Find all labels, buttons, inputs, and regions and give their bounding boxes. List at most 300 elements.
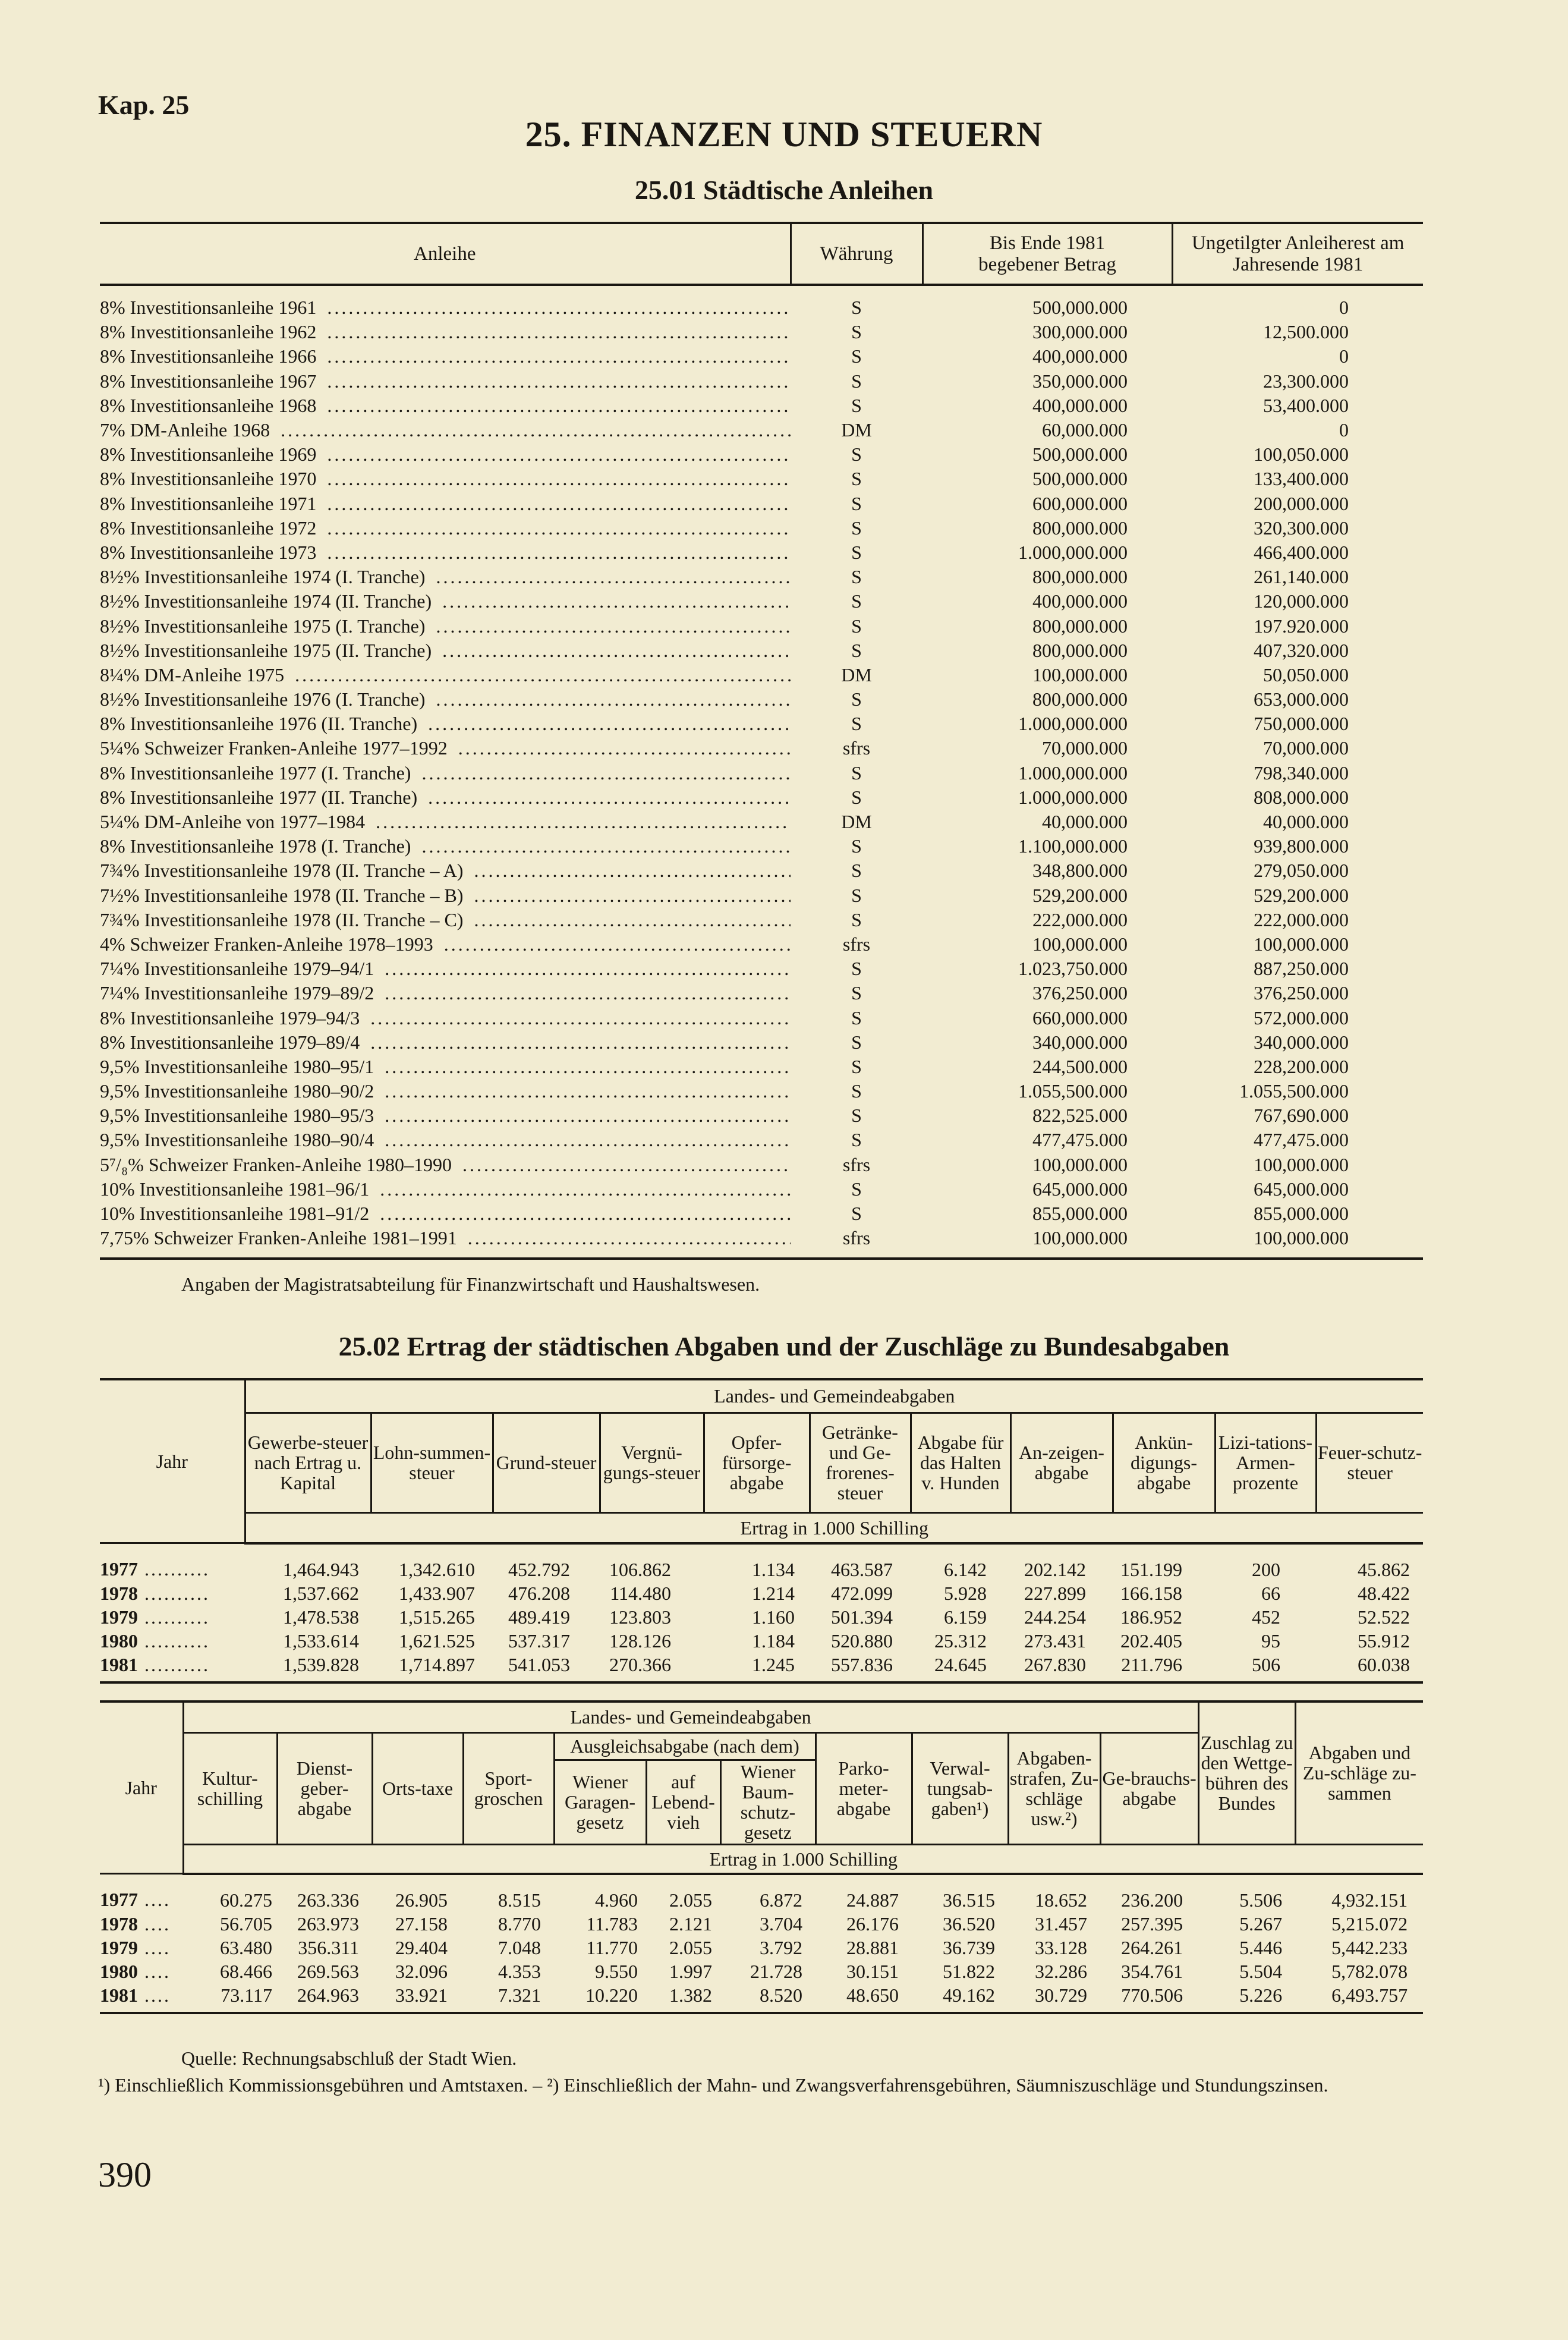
bond-remaining: 0 [1339,345,1349,367]
bond-amount: 500,000.000 [1032,444,1128,466]
bond-amount: 376,250.000 [1032,982,1128,1004]
t2-year-cell [100,1605,245,1629]
leader-dots: .... [138,1913,171,1935]
t2-col-header: Lohn-summen-steuer [371,1413,493,1512]
bond-amount: 1.023,750.000 [1018,958,1128,980]
bond-name-cell [100,834,791,858]
bond-name: 8½% Investitionsanleihe 1974 (I. Tranche) [100,566,429,587]
bond-name: 8% Investitionsanleihe 1968 [100,395,320,416]
t2-value: 489.419 [508,1606,570,1628]
bonds-table [100,222,1423,1260]
t3-value: 49.162 [943,1984,995,2006]
leader-dots: .... [138,1960,171,1982]
bond-currency: S [851,541,862,563]
leader-dots: .... [138,1889,171,1911]
bond-row [100,1030,1423,1055]
bond-amount: 100,000.000 [1032,933,1128,955]
bond-row [100,1202,1423,1226]
t2-value: 1.184 [752,1630,795,1652]
bond-amount: 1.000,000.000 [1018,541,1128,563]
bond-name-leader [100,712,791,736]
t3-value: 5.226 [1239,1984,1283,2006]
bond-row [100,687,1423,712]
t2-col-header: Abgabe für das Halten v. Hunden [911,1413,1010,1512]
bond-name-leader [100,1079,791,1103]
t2-value: 24.645 [934,1653,987,1675]
t2-col-header: Ankün-digungs-abgabe [1113,1413,1215,1512]
bond-name: 4% Schweizer Franken-Anleihe 1978–1993 [100,933,437,955]
t3-year-cell [100,1960,183,1983]
t2-col-header: Feuer-schutz-steuer [1316,1413,1423,1512]
t3-value: 263.336 [297,1889,359,1911]
bond-name-cell [100,761,791,785]
bond-name: 8% Investitionsanleihe 1969 [100,444,320,465]
t3-value: 27.158 [395,1913,448,1935]
t3-value: 1.997 [669,1960,712,1982]
bond-name: 9,5% Investitionsanleihe 1980–90/4 [100,1129,377,1150]
bond-amount: 500,000.000 [1032,297,1128,319]
bond-name-cell [100,1005,791,1030]
t2-value: 273.431 [1024,1630,1086,1652]
bond-name: 8% Investitionsanleihe 1971 [100,493,320,514]
t2-col-header: Getränke- und Ge-frorenes-steuer [810,1413,911,1512]
bond-name-leader [100,516,791,540]
bond-remaining: 197.920.000 [1254,615,1349,637]
t3-value: 264.963 [297,1984,359,2006]
t3-value: 63.480 [220,1936,272,1958]
t3-value: 4.353 [498,1960,541,1982]
t3-subgroup-header: Ausgleichsabgabe (nach dem) [554,1732,816,1760]
leader-dots: .......... [138,1582,210,1604]
revenue-table-a-body [100,1543,1423,1682]
bond-currency: S [851,835,862,857]
t2-col-header: An-zeigen-abgabe [1010,1413,1113,1512]
t3-value: 30.729 [1035,1984,1087,2006]
t2-value: 452.792 [508,1558,570,1580]
bond-currency: S [851,566,862,588]
bond-remaining: 376,250.000 [1254,982,1349,1004]
t3-value: 73.117 [221,1984,272,2006]
t2-year: 1977 [100,1558,138,1580]
t2-value: 501.394 [831,1606,893,1628]
bond-remaining: 50,050.000 [1263,663,1349,685]
t3-value: 29.404 [395,1936,448,1958]
bond-row [100,1005,1423,1030]
bond-amount: 800,000.000 [1032,639,1128,661]
t3-year-cell [100,1936,183,1960]
bond-name-leader [100,687,791,712]
t2-col-header: Grund-steuer [493,1413,600,1512]
bond-name-leader [100,418,791,442]
bond-currency: S [851,615,862,637]
bond-name: 7¾% Investitionsanleihe 1978 (II. Tranche – C) [100,909,467,930]
bond-currency: S [851,639,862,661]
bond-remaining: 100,050.000 [1254,444,1349,466]
bond-name-leader [100,540,791,565]
t3-value: 6.872 [760,1889,802,1911]
t2-value: 506 [1252,1653,1280,1675]
t2-value: 114.480 [610,1582,671,1604]
bond-currency: S [851,762,862,784]
bond-name-leader [100,467,791,491]
t2-value: 6.142 [944,1558,987,1580]
t2-row [100,1653,1423,1682]
bond-name: 5⁷/₈% Schweizer Franken-Anleihe 1980–1990 [100,1154,455,1175]
leader-dots: .......... [138,1630,210,1652]
bond-name: 5¼% DM-Anleihe von 1977–1984 [100,811,369,832]
bond-name: 7,75% Schweizer Franken-Anleihe 1981–1991 [100,1227,461,1248]
bond-amount: 300,000.000 [1032,321,1128,343]
t3-value: 32.286 [1035,1960,1087,1982]
bond-row [100,957,1423,981]
bond-remaining: 340,000.000 [1254,1031,1349,1053]
t3-value: 21.728 [750,1960,802,1982]
bond-name-leader [100,394,791,418]
bond-currency: S [851,468,862,490]
t2-value: 66 [1261,1582,1280,1604]
bond-amount: 1.055,500.000 [1018,1080,1128,1102]
bond-remaining: 529,200.000 [1254,884,1349,906]
bond-remaining: 100,000.000 [1254,1153,1349,1175]
bond-name: 8¼% DM-Anleihe 1975 [100,664,288,685]
bond-row [100,858,1423,883]
t3-value: 24.887 [846,1889,899,1911]
bond-amount: 800,000.000 [1032,615,1128,637]
t3-value: 5.504 [1239,1960,1283,1982]
t3-value: 5.506 [1239,1889,1283,1911]
bond-row [100,1103,1423,1128]
t3-value: 5.446 [1239,1936,1283,1958]
t2-year: 1978 [100,1582,138,1604]
chapter-label: Kap. 25 [98,90,190,120]
bond-amount: 529,200.000 [1032,884,1128,906]
t3-year: 1978 [100,1913,138,1935]
bond-currency: S [851,884,862,906]
bond-amount: 400,000.000 [1032,590,1128,612]
bond-name-leader [100,834,791,858]
leader-dots: .......... [138,1606,210,1628]
t2-col-header: Vergnü-gungs-steuer [600,1413,704,1512]
bond-name: 7¼% Investitionsanleihe 1979–89/2 [100,982,377,1004]
t2-value: 25.312 [934,1630,987,1652]
bond-amount: 645,000.000 [1032,1178,1128,1200]
t3-value: 4,932.151 [1331,1889,1408,1911]
bond-currency: S [851,517,862,539]
bond-name-leader [100,1226,791,1250]
bond-currency: S [851,444,862,466]
bond-amount: 600,000.000 [1032,492,1128,514]
t2-value: 1,539.828 [283,1653,359,1675]
t3-value: 5,782.078 [1331,1960,1408,1982]
t2-value: 1,464.943 [283,1558,359,1580]
t2-value: 5.928 [944,1582,987,1604]
bond-name: 8% Investitionsanleihe 1972 [100,517,320,539]
bond-name-leader [100,589,791,614]
t3-value: 354.761 [1121,1960,1183,1982]
bond-remaining: 70,000.000 [1263,737,1349,759]
t3-value: 48.650 [846,1984,899,2006]
t3-value: 18.652 [1035,1889,1087,1911]
t3-row [100,1960,1423,1983]
bond-currency: S [851,1055,862,1077]
bond-name-cell [100,614,791,638]
t3-value: 269.563 [297,1960,359,1982]
t3-value: 10.220 [585,1984,638,2006]
bond-remaining: 100,000.000 [1254,1227,1349,1249]
t2-value: 1.214 [752,1582,795,1604]
bond-currency: DM [841,419,872,441]
t2-year: 1980 [100,1630,138,1652]
t3-value: 2.055 [669,1936,712,1958]
leader-dots: .......... [138,1558,210,1580]
bond-remaining: 939,800.000 [1254,835,1349,857]
bond-name-leader [100,908,791,932]
t3-col-vieh: auf Lebend-vieh [646,1760,720,1844]
bond-row [100,639,1423,663]
bond-name-cell [100,712,791,736]
t3-value: 33.921 [395,1984,448,2006]
bond-name-cell [100,1177,791,1202]
t2-value: 463.587 [831,1558,893,1580]
bond-remaining: 855,000.000 [1254,1203,1349,1225]
bond-row [100,834,1423,858]
bond-row [100,1153,1423,1177]
t3-value: 2.055 [669,1889,712,1911]
bond-currency: S [851,1203,862,1225]
bond-currency: DM [841,663,872,685]
t2-group-header: Landes- und Gemeindeabgaben [245,1379,1423,1413]
bond-name-leader [100,981,791,1005]
bond-currency: S [851,492,862,514]
bond-name: 5¼% Schweizer Franken-Anleihe 1977–1992 [100,737,451,759]
t2-value: 48.422 [1358,1582,1410,1604]
t3-value: 26.176 [846,1913,899,1935]
bond-name-cell [100,1153,791,1177]
t3-value: 28.881 [846,1936,899,1958]
bond-amount: 800,000.000 [1032,566,1128,588]
bond-name-cell [100,883,791,908]
bond-name: 10% Investitionsanleihe 1981–96/1 [100,1178,373,1200]
t3-value: 7.048 [498,1936,541,1958]
bond-name-cell [100,1055,791,1079]
t2-value: 166.158 [1120,1582,1182,1604]
t2-row [100,1629,1423,1653]
bond-remaining: 100,000.000 [1254,933,1349,955]
bond-remaining: 12,500.000 [1263,321,1349,343]
bond-name-leader [100,957,791,981]
t2-value: 270.366 [609,1653,671,1675]
t3-row [100,1936,1423,1960]
t3-value: 3.792 [760,1936,802,1958]
bond-name: 8½% Investitionsanleihe 1974 (II. Tranche) [100,590,435,612]
bond-amount: 244,500.000 [1032,1055,1128,1077]
t2-value: 520.880 [831,1630,893,1652]
bond-remaining: 645,000.000 [1254,1178,1349,1200]
bond-name-leader [100,932,791,957]
bond-name: 8% Investitionsanleihe 1977 (II. Tranche) [100,787,421,808]
t2-value: 52.522 [1358,1606,1410,1628]
bond-remaining: 767,690.000 [1254,1105,1349,1127]
t3-value: 36.520 [943,1913,995,1935]
bond-name-leader [100,1006,791,1030]
bond-name-leader [100,614,791,639]
bond-name-leader [100,1153,791,1177]
bond-name: 8% Investitionsanleihe 1970 [100,468,320,489]
bond-name-cell [100,540,791,565]
bond-name-cell [100,589,791,614]
t2-year: 1979 [100,1606,138,1628]
bond-name-cell [100,320,791,344]
bond-remaining: 320,300.000 [1254,517,1349,539]
bond-name-cell [100,394,791,418]
leader-dots: .......... [138,1653,210,1675]
t3-col-verwal: Verwal-tungsab-gaben¹) [912,1732,1008,1844]
section-title-2501: 25.01 Städtische Anleihen [634,175,934,205]
t2-value: 151.199 [1120,1558,1182,1580]
t3-year-cell [100,1983,183,2013]
bond-row [100,810,1423,834]
t2-value: 1,478.538 [283,1606,359,1628]
t2-jahr-header: Jahr [100,1379,245,1543]
bond-currency: S [851,345,862,367]
bond-name-leader [100,663,791,687]
bond-currency: S [851,908,862,930]
t3-row [100,1983,1423,2013]
bond-remaining: 279,050.000 [1254,860,1349,882]
bond-amount: 660,000.000 [1032,1007,1128,1029]
bond-name-cell [100,908,791,932]
t3-value: 6,493.757 [1331,1984,1408,2006]
bond-row [100,736,1423,760]
t3-value: 36.739 [943,1936,995,1958]
bond-row [100,1128,1423,1152]
t3-value: 4.960 [595,1889,638,1911]
bond-currency: S [851,688,862,710]
bond-name: 8% Investitionsanleihe 1978 (I. Tranche) [100,835,414,857]
bond-name-leader [100,565,791,589]
bond-amount: 1.000,000.000 [1018,762,1128,784]
bond-currency: S [851,370,862,392]
bond-name: 9,5% Investitionsanleihe 1980–90/2 [100,1080,377,1102]
bond-name-cell [100,442,791,467]
t3-year-cell [100,1874,183,1912]
t2-value: 472.099 [831,1582,893,1604]
bond-remaining: 222,000.000 [1254,908,1349,930]
t2-value: 1.160 [752,1606,795,1628]
t2-value: 45.862 [1358,1558,1410,1580]
t3-year: 1980 [100,1960,138,1982]
t3-col-sport: Sport-groschen [463,1732,554,1844]
bond-amount: 477,475.000 [1032,1129,1128,1151]
bond-name-leader [100,1030,791,1055]
t3-group-header: Landes- und Gemeindeabgaben [183,1701,1198,1732]
bond-currency: S [851,958,862,980]
bond-remaining: 40,000.000 [1263,811,1349,833]
leader-dots: .... [138,1936,171,1958]
t3-value: 11.783 [586,1913,638,1935]
bond-name: 8% Investitionsanleihe 1961 [100,297,320,318]
bond-name-cell [100,369,791,394]
t2-year: 1981 [100,1653,138,1675]
t2-value: 1.245 [752,1653,795,1675]
bond-remaining: 808,000.000 [1254,786,1349,808]
bond-name-leader [100,736,791,760]
bond-row [100,320,1423,344]
bond-currency: sfrs [842,933,871,955]
t2-value: 476.208 [508,1582,570,1604]
t3-value: 8.770 [498,1913,541,1935]
bond-name: 8% Investitionsanleihe 1962 [100,321,320,342]
t3-year: 1981 [100,1984,138,2006]
bond-name: 9,5% Investitionsanleihe 1980–95/1 [100,1056,377,1077]
t2-value: 537.317 [508,1630,570,1652]
bond-row [100,785,1423,810]
bond-row [100,516,1423,540]
t2-unit-header: Ertrag in 1.000 Schilling [245,1512,1423,1543]
t3-value: 32.096 [395,1960,448,1982]
bond-amount: 822,525.000 [1032,1105,1128,1127]
t2-value: 60.038 [1358,1653,1410,1675]
bond-name-cell [100,1128,791,1152]
bond-name: 7% DM-Anleihe 1968 [100,419,273,441]
t3-year-cell [100,1912,183,1936]
t2-year-cell [100,1543,245,1581]
bond-currency: S [851,590,862,612]
t3-value: 257.395 [1121,1913,1183,1935]
bond-remaining: 120,000.000 [1254,590,1349,612]
bond-remaining: 750,000.000 [1254,713,1349,735]
bond-remaining: 798,340.000 [1254,762,1349,784]
t3-col-strafen: Abgaben-strafen, Zu-schläge usw.²) [1008,1732,1100,1844]
bond-amount: 800,000.000 [1032,517,1128,539]
bond-name: 8% Investitionsanleihe 1973 [100,542,320,563]
t2-value: 1,714.897 [399,1653,475,1675]
t3-value: 3.704 [760,1913,802,1935]
bond-name-leader [100,492,791,516]
bond-name-cell [100,565,791,589]
bond-name: 7¼% Investitionsanleihe 1979–94/1 [100,958,377,979]
bond-remaining: 133,400.000 [1254,468,1349,490]
bond-name-cell [100,1030,791,1055]
bond-remaining: 261,140.000 [1254,566,1349,588]
bond-amount: 500,000.000 [1032,468,1128,490]
t2-value: 95 [1261,1630,1280,1652]
t2-row [100,1581,1423,1605]
t2-row [100,1605,1423,1629]
bond-amount: 60,000.000 [1042,419,1128,441]
t2-col-header: Opfer-fürsorge-abgabe [704,1413,810,1512]
t3-col-garagen: Wiener Garagen-gesetz [554,1760,646,1844]
t2-value: 211.796 [1121,1653,1182,1675]
t3-value: 770.506 [1121,1984,1183,2006]
bond-remaining: 407,320.000 [1254,639,1349,661]
bond-row [100,1079,1423,1103]
t3-value: 236.200 [1121,1889,1183,1911]
bond-remaining: 477,475.000 [1254,1129,1349,1151]
t3-value: 264.261 [1121,1936,1183,1958]
t3-col-dienst: Dienst-geber-abgabe [277,1732,372,1844]
t3-value: 5,215.072 [1331,1913,1408,1935]
section-title-2502: 25.02 Ertrag der städtischen Abgaben und der Zuschläge zu Bundesabgaben [338,1331,1230,1361]
bond-name: 7¾% Investitionsanleihe 1978 (II. Tranche – A) [100,860,467,881]
bonds-table-body [100,285,1423,1259]
bond-remaining: 887,250.000 [1254,958,1349,980]
bond-currency: S [851,394,862,416]
bond-row [100,932,1423,957]
bond-name-leader [100,810,791,834]
bond-amount: 100,000.000 [1032,1153,1128,1175]
bond-amount: 348,800.000 [1032,860,1128,882]
